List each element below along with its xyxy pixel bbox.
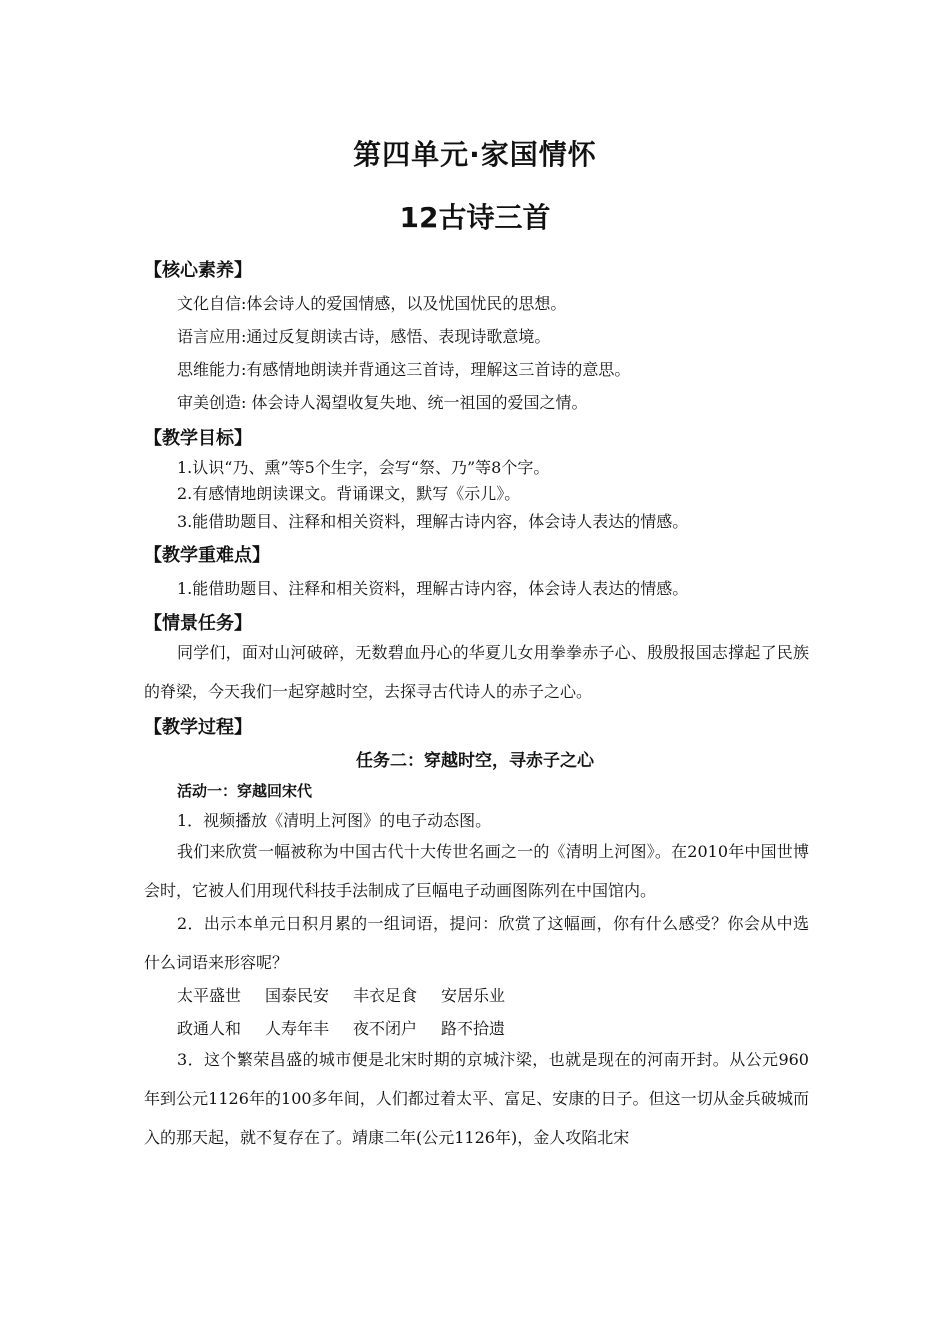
word-row	[177, 1016, 529, 1039]
word: 安居乐业	[441, 986, 506, 1005]
word: 政通人和	[177, 1019, 242, 1038]
key-point-item: 1.能借助题目、注释和相关资料，理解古诗内容，体会诗人表达的情感。	[177, 579, 689, 598]
goal-item: 3.能借助题目、注释和相关资料，理解古诗内容，体会诗人表达的情感。	[177, 512, 689, 531]
scenario-text: 同学们，面对山河破碎，无数碧血丹心的华夏儿女用拳拳赤子心、殷殷报国志撑起了民族的脊梁，今天我们一起穿越时空，去探寻古代诗人的赤子之心。	[144, 643, 809, 701]
word: 国泰民安	[265, 986, 330, 1005]
word: 丰衣足食	[353, 986, 418, 1005]
goal-item: 2.有感情地朗读课文。背诵课文，默写《示儿》。	[177, 484, 521, 503]
paragraph-one: 我们来欣赏一幅被称为中国古代十大传世名画之一的《清明上河图》。在2010年中国世博会时，它被人们用现代科技手法制成了巨幅电子动画图陈列在中国馆内。	[144, 842, 809, 900]
word: 路不拾遗	[441, 1019, 506, 1038]
core-item: 思维能力:有感情地朗读并背通这三首诗，理解这三首诗的意思。	[177, 360, 631, 379]
word: 夜不闭户	[353, 1019, 418, 1038]
process-heading: 【教学过程】	[144, 717, 252, 738]
word: 人寿年丰	[265, 1019, 330, 1038]
step-one: 1．视频播放《清明上河图》的电子动态图。	[177, 811, 492, 830]
core-literacy-heading: 【核心素养】	[144, 260, 252, 281]
core-item: 文化自信:体会诗人的爱国情感，以及忧国忧民的思想。	[177, 294, 567, 313]
word: 太平盛世	[177, 986, 242, 1005]
scenario-heading: 【情景任务】	[144, 613, 252, 634]
teaching-goals-heading: 【教学目标】	[144, 428, 252, 449]
task-title: 任务二：穿越时空，寻赤子之心	[356, 751, 594, 771]
paragraph-two: 2．出示本单元日积月累的一组词语，提问：欣赏了这幅画，你有什么感受？你会从中选什么词语来形容呢？	[144, 914, 809, 972]
lesson-title: 12古诗三首	[399, 201, 551, 234]
core-item: 审美创造: 体会诗人渴望收复失地、统一祖国的爱国之情。	[177, 393, 588, 412]
activity-title: 活动一：穿越回宋代	[177, 782, 313, 800]
unit-title: 第四单元·家国情怀	[353, 138, 597, 171]
word-row	[177, 983, 529, 1006]
paragraph-three: 3．这个繁荣昌盛的城市便是北宋时期的京城汴梁，也就是现在的河南开封。从公元960年到公元1126年的100多年间，人们都过着太平、富足、安康的日子。但这一切从金兵破城而入的那天起，就不复存在了。靖康二年(公元1126年)，金人攻陷北宋	[144, 1050, 809, 1147]
core-item: 语言应用:通过反复朗读古诗，感悟、表现诗歌意境。	[177, 327, 551, 346]
goal-item: 1.认识“乃、熏”等5个生字，会写“祭、乃”等8个字。	[177, 458, 550, 477]
key-points-heading: 【教学重难点】	[144, 545, 270, 566]
